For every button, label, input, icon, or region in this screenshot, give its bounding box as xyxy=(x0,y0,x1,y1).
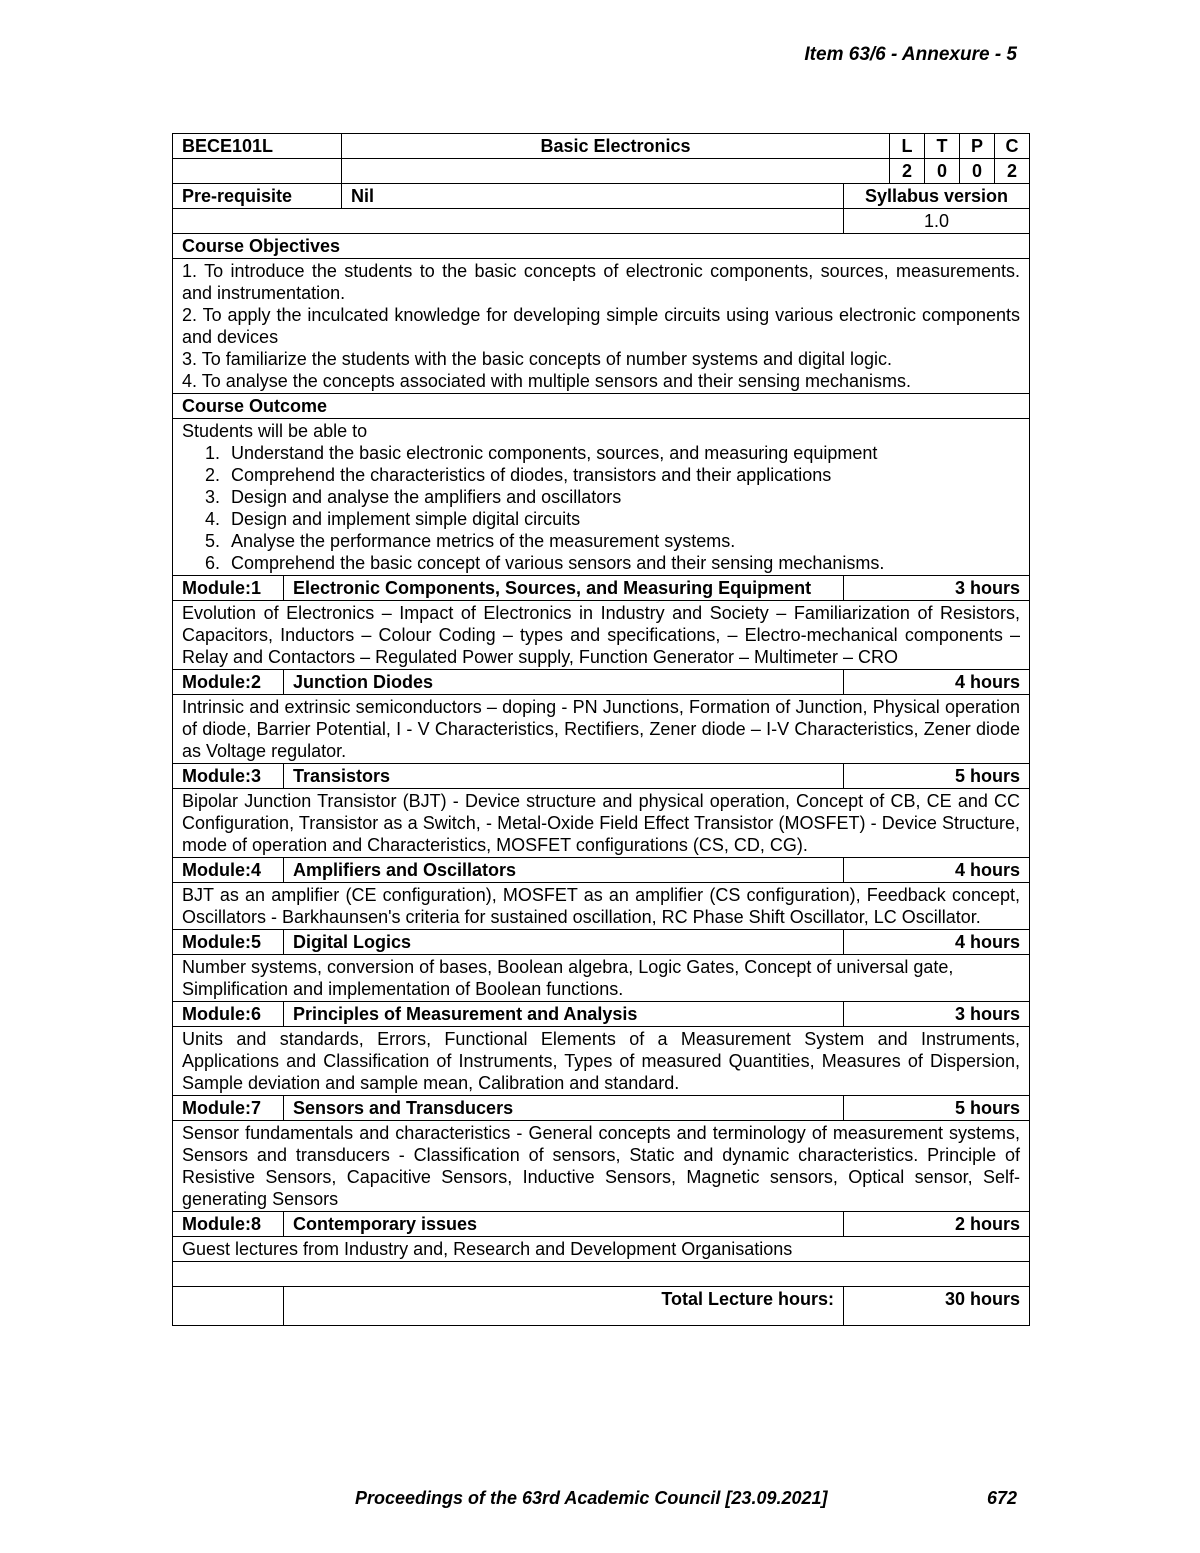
course-code: BECE101L xyxy=(173,134,342,159)
module-header-row xyxy=(173,930,1030,955)
objectives-heading-row xyxy=(173,234,1030,259)
total-hours-label: Total Lecture hours: xyxy=(284,1287,844,1326)
outcome-item: 1. Understand the basic electronic components, sources, and measuring equipment xyxy=(225,442,1020,464)
module-hours: 3 hours xyxy=(844,1002,1030,1027)
module-content-row xyxy=(173,1027,1030,1096)
module-title: Sensors and Transducers xyxy=(284,1096,844,1121)
module-label: Module:3 xyxy=(173,764,284,789)
outcome-list xyxy=(173,419,1030,576)
module-content-row xyxy=(173,1121,1030,1212)
module-header-row xyxy=(173,1212,1030,1237)
ltpc-value-t: 0 xyxy=(925,159,960,184)
empty-cell xyxy=(173,1287,284,1326)
module-content-row xyxy=(173,955,1030,1002)
total-hours-value: 30 hours xyxy=(844,1287,1030,1326)
module-header-row xyxy=(173,1096,1030,1121)
module-content: BJT as an amplifier (CE configuration), MOSFET as an amplifier (CS configuration), Feedback concept, Oscillators - Barkhaunsen's criteria for sustained oscillation, RC Phase Shift Oscillator, LC Oscillator. xyxy=(173,883,1030,930)
course-header-row xyxy=(173,134,1030,159)
module-hours: 4 hours xyxy=(844,930,1030,955)
objectives-row xyxy=(173,259,1030,394)
empty-cell xyxy=(173,159,342,184)
module-hours: 4 hours xyxy=(844,858,1030,883)
module-title: Contemporary issues xyxy=(284,1212,844,1237)
module-content-row xyxy=(173,789,1030,858)
outcome-heading-row xyxy=(173,394,1030,419)
outcome-item: 3. Design and analyse the amplifiers and oscillators xyxy=(225,486,1020,508)
module-content-row xyxy=(173,883,1030,930)
outcome-item: 2. Comprehend the characteristics of diodes, transistors and their applications xyxy=(225,464,1020,486)
module-header-row xyxy=(173,858,1030,883)
total-hours-row xyxy=(173,1287,1030,1326)
syllabus-version-row xyxy=(173,209,1030,234)
ltpc-value-l: 2 xyxy=(890,159,925,184)
module-content: Bipolar Junction Transistor (BJT) - Device structure and physical operation, Concept of CB, CE and CC Configuration, Transistor as a Switch, - Metal-Oxide Field Effect Transistor (MOSFET) - Device Structure, mode of operation and Characteristics, MOSFET configurations (CS, CD, CG). xyxy=(173,789,1030,858)
syllabus-version-label: Syllabus version xyxy=(844,184,1030,209)
syllabus-version-value: 1.0 xyxy=(844,209,1030,234)
module-label: Module:7 xyxy=(173,1096,284,1121)
objective-item: 4. To analyse the concepts associated with multiple sensors and their sensing mechanisms. xyxy=(182,371,912,391)
outcome-item: 4. Design and implement simple digital circuits xyxy=(225,508,1020,530)
module-label: Module:1 xyxy=(173,576,284,601)
outcome-item: 5. Analyse the performance metrics of the measurement systems. xyxy=(225,530,1020,552)
module-content-row xyxy=(173,1237,1030,1262)
module-hours: 2 hours xyxy=(844,1212,1030,1237)
outcome-intro: Students will be able to xyxy=(182,421,368,441)
empty-cell xyxy=(342,159,890,184)
module-content: Evolution of Electronics – Impact of Electronics in Industry and Society – Familiarization of Resistors, Capacitors, Inductors – Colour Coding – types and specifications, – Electro-mechanical components – Relay and Contactors – Regulated Power supply, Function Generator – Multimeter – CRO xyxy=(173,601,1030,670)
module-label: Module:6 xyxy=(173,1002,284,1027)
module-header-row xyxy=(173,670,1030,695)
module-header-row xyxy=(173,576,1030,601)
course-title: Basic Electronics xyxy=(342,134,890,159)
module-header-row xyxy=(173,764,1030,789)
module-title: Junction Diodes xyxy=(284,670,844,695)
ltpc-values-row xyxy=(173,159,1030,184)
module-title: Principles of Measurement and Analysis xyxy=(284,1002,844,1027)
module-content: Intrinsic and extrinsic semiconductors – doping - PN Junctions, Formation of Junction, Physical operation of diode, Barrier Potential, I - V Characteristics, Rectifiers, Zener diode – I-V Characteristics, Zener diode as Voltage regulator. xyxy=(173,695,1030,764)
ltpc-label-p: P xyxy=(960,134,995,159)
module-label: Module:5 xyxy=(173,930,284,955)
blank-row xyxy=(173,1262,1030,1287)
ltpc-label-l: L xyxy=(890,134,925,159)
ltpc-value-p: 0 xyxy=(960,159,995,184)
objective-item: 2. To apply the inculcated knowledge for developing simple circuits using various electronic components and devices xyxy=(182,305,1021,347)
module-hours: 5 hours xyxy=(844,1096,1030,1121)
module-label: Module:8 xyxy=(173,1212,284,1237)
module-content-row xyxy=(173,695,1030,764)
module-label: Module:2 xyxy=(173,670,284,695)
proceedings-caption: Proceedings of the 63rd Academic Council [23.09.2021] xyxy=(355,1488,828,1508)
objectives-heading: Course Objectives xyxy=(173,234,1030,259)
prerequisite-label: Pre-requisite xyxy=(173,184,342,209)
objective-item: 3. To familiarize the students with the basic concepts of number systems and digital logic. xyxy=(182,349,893,369)
outcome-item: 6. Comprehend the basic concept of various sensors and their sensing mechanisms. xyxy=(225,552,1020,574)
ltpc-label-t: T xyxy=(925,134,960,159)
module-label: Module:4 xyxy=(173,858,284,883)
empty-cell xyxy=(173,209,844,234)
objective-item: 1. To introduce the students to the basic concepts of electronic components, sources, measurements. and instrumentation. xyxy=(182,261,1021,303)
annexure-reference: Item 63/6 - Annexure - 5 xyxy=(804,44,1017,65)
prerequisite-row xyxy=(173,184,1030,209)
prerequisite-value: Nil xyxy=(342,184,844,209)
module-content: Sensor fundamentals and characteristics - General concepts and terminology of measurement systems, Sensors and transducers - Classification of sensors, Static and dynamic characteristics. Principle of Resistive Sensors, Capacitive Sensors, Inductive Sensors, Magnetic sensors, Optical sensor, Self-generating Sensors xyxy=(173,1121,1030,1212)
module-title: Amplifiers and Oscillators xyxy=(284,858,844,883)
outcome-heading: Course Outcome xyxy=(173,394,1030,419)
module-hours: 4 hours xyxy=(844,670,1030,695)
module-hours: 3 hours xyxy=(844,576,1030,601)
module-content: Number systems, conversion of bases, Boolean algebra, Logic Gates, Concept of universal gate, Simplification and implementation of Boolean functions. xyxy=(173,955,1030,1002)
module-title: Electronic Components, Sources, and Measuring Equipment xyxy=(284,576,844,601)
module-header-row xyxy=(173,1002,1030,1027)
module-content-row xyxy=(173,601,1030,670)
page-number: 672 xyxy=(986,1488,1017,1508)
module-content: Units and standards, Errors, Functional Elements of a Measurement System and Instruments, Applications and Classification of Instruments, Types of measured Quantities, Measures of Dispersion, Sample deviation and sample mean, Calibration and standard. xyxy=(173,1027,1030,1096)
syllabus-table xyxy=(172,133,1030,1326)
outcome-row xyxy=(173,419,1030,576)
module-hours: 5 hours xyxy=(844,764,1030,789)
module-content: Guest lectures from Industry and, Research and Development Organisations xyxy=(173,1237,1030,1262)
module-title: Transistors xyxy=(284,764,844,789)
objectives-list xyxy=(173,259,1030,394)
ltpc-value-c: 2 xyxy=(995,159,1030,184)
module-title: Digital Logics xyxy=(284,930,844,955)
ltpc-label-c: C xyxy=(995,134,1030,159)
empty-cell xyxy=(173,1262,1030,1287)
